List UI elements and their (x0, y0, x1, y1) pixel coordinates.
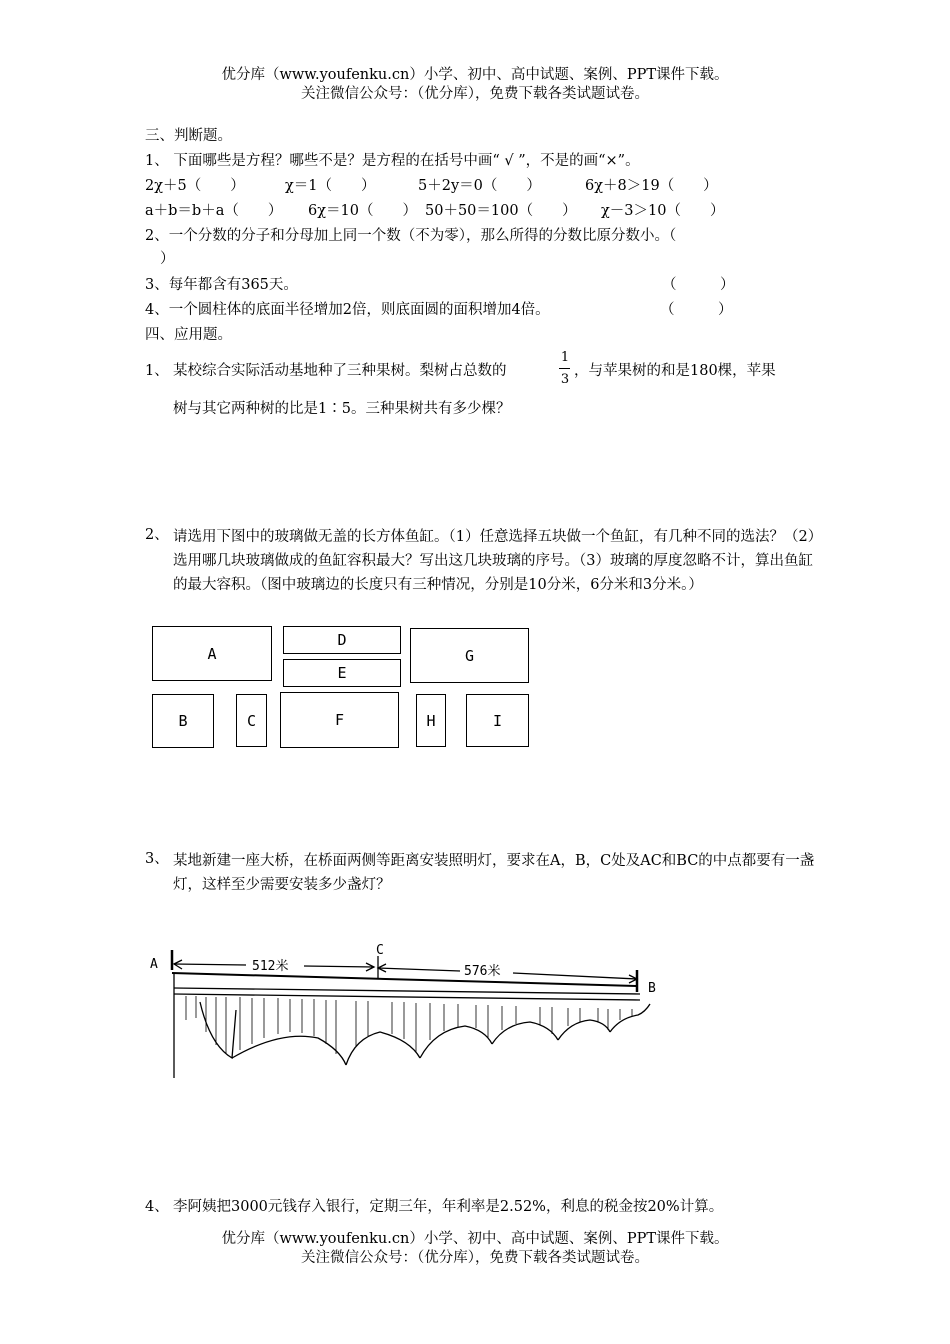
bridge-length-ac: 512米 (252, 959, 289, 974)
glass-panel-i: I (466, 694, 529, 747)
equation-item: 5＋2y＝0（ ） (418, 178, 541, 194)
answer-paren: （ ） (662, 277, 735, 293)
header-line-2: 关注微信公众号：（优分库），免费下载各类试题试卷。 (301, 86, 649, 102)
bridge-label-a: A (150, 957, 158, 972)
equation-item: χ＝1（ ） (285, 178, 376, 194)
problem-4-number: 4、 (145, 1199, 169, 1215)
equation-item: χ－3＞10（ ） (601, 203, 725, 219)
bridge-diagram (140, 940, 670, 1085)
judge-question-1: 1、 下面哪些是方程？哪些不是？是方程的在括号中画“ √ ”，不是的画“×”。 (145, 153, 640, 169)
bridge-label-b: B (648, 981, 656, 996)
answer-paren: （ ） (660, 302, 733, 318)
glass-panel-a: A (152, 626, 272, 681)
glass-panel-c: C (236, 694, 267, 747)
section-4-title: 四、应用题。 (145, 327, 232, 343)
equation-item: 50＋50＝100（ ） (425, 203, 577, 219)
equation-item: 6χ＋8＞19（ ） (585, 178, 718, 194)
fraction-bar (559, 368, 570, 369)
equation-item: 2χ＋5（ ） (145, 178, 245, 194)
problem-3-number: 3、 (145, 851, 169, 867)
problem-4-text: 李阿姨把3000元钱存入银行，定期三年，年利率是2.52%，利息的税金按20%计算。 (173, 1199, 724, 1215)
judge-question-2: 2、一个分数的分子和分母加上同一个数（不为零），那么所得的分数比原分数小。（ (145, 228, 677, 244)
glass-panel-e: E (283, 659, 401, 687)
judge-question-2-close: ） (160, 251, 175, 267)
problem-2-text: 请选用下图中的玻璃做无盖的长方体鱼缸。（1）任意选择五块做一个鱼缸，有几种不同的选法？（2）选用哪几块玻璃做成的鱼缸容积最大？写出这几块玻璃的序号。（3）玻璃的厚度忽略不计，算出鱼缸的最大容积。（图中玻璃边的长度只有三种情况，分别是10分米，6分米和3分米。） (173, 529, 823, 593)
judge-question-4: 4、一个圆柱体的底面半径增加2倍，则底面圆的面积增加4倍。 (145, 302, 550, 318)
equation-item: a＋b＝b＋a（ ） (145, 203, 283, 219)
header-line-1: 优分库（www.youfenku.cn）小学、初中、高中试题、案例、PPT课件下载。 (221, 67, 729, 83)
problem-1-text-a: 某校综合实际活动基地种了三种果树。梨树占总数的 (173, 363, 507, 379)
section-3-title: 三、判断题。 (145, 128, 232, 144)
problem-2-number: 2、 (145, 527, 169, 543)
glass-panel-h: H (416, 694, 446, 747)
bridge-label-c: C (376, 943, 384, 958)
problem-1-text-b: ，与苹果树的和是180棵，苹果 (574, 363, 776, 379)
glass-panel-g: G (410, 628, 529, 683)
fraction-denominator: 3 (560, 372, 570, 387)
glass-panel-f: F (280, 692, 399, 748)
bridge-length-cb: 576米 (464, 964, 501, 979)
problem-1-text-c: 树与其它两种树的比是1∶5。三种果树共有多少棵？ (173, 401, 511, 417)
glass-panel-b: B (152, 694, 214, 748)
judge-question-3: 3、每年都含有365天。 (145, 277, 298, 293)
footer-line-2: 关注微信公众号：（优分库），免费下载各类试题试卷。 (301, 1250, 649, 1266)
problem-1-number: 1、 (145, 363, 169, 379)
equation-item: 6χ＝10（ ） (308, 203, 417, 219)
glass-panel-d: D (283, 626, 401, 654)
footer-line-1: 优分库（www.youfenku.cn）小学、初中、高中试题、案例、PPT课件下载。 (221, 1231, 729, 1247)
fraction-numerator: 1 (560, 350, 570, 365)
problem-3-text: 某地新建一座大桥，在桥面两侧等距离安装照明灯，要求在A，B，C处及AC和BC的中点都要有一盏灯，这样至少需要安装多少盏灯？ (173, 853, 815, 893)
